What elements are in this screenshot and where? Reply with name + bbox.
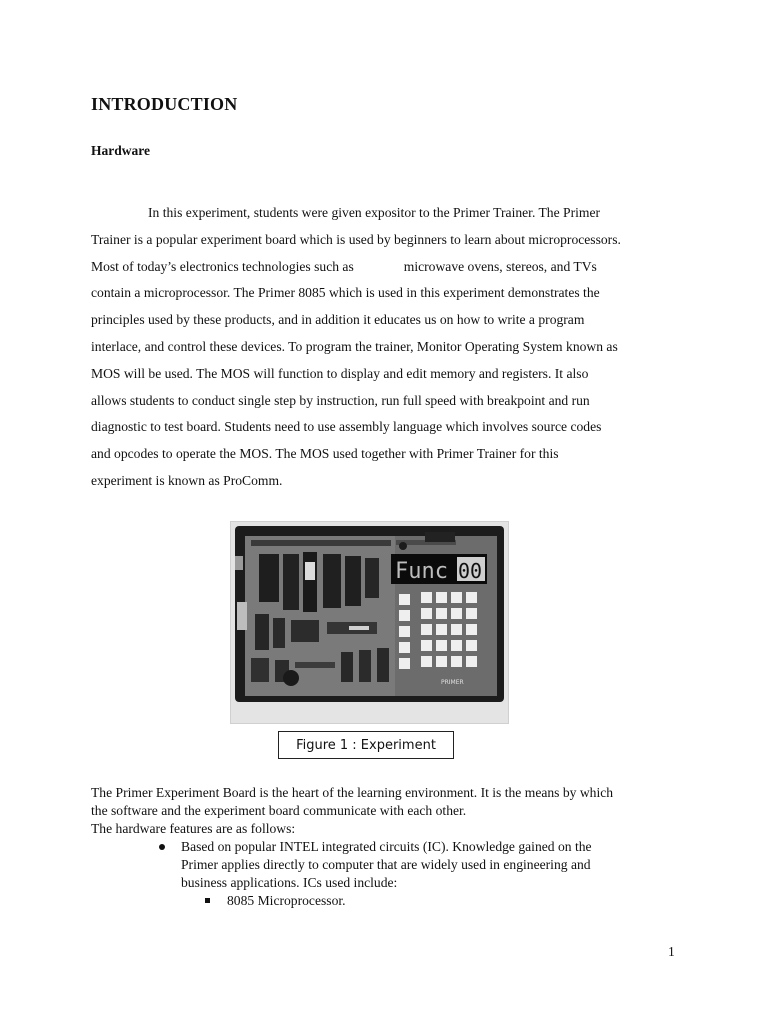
intro-paragraph <box>91 200 686 495</box>
display-digits-text: 00 <box>458 559 483 583</box>
page-heading: INTRODUCTION <box>91 94 238 114</box>
paragraph-line: In this experiment, students were given expositor to the Primer Trainer. The Primer <box>148 205 601 220</box>
list-item-text <box>181 838 691 892</box>
primer-trainer-photo <box>230 521 509 724</box>
paragraph-line: The Primer Experiment Board is the heart of the learning environment. It is the means by which <box>91 785 614 800</box>
board-label: PRIMER <box>441 679 464 686</box>
sub-list-item-text: 8085 Microprocessor. <box>227 893 346 908</box>
paragraph-line: the software and the experiment board communicate with each other. <box>91 803 467 818</box>
paragraph-line: contain a microprocessor. The Primer 8085 which is used in this experiment demonstrates the <box>91 285 600 301</box>
paragraph-line: The hardware features are as follows: <box>91 821 296 836</box>
list-line: business applications. ICs used include: <box>181 875 398 890</box>
paragraph-line-part: microwave ovens, stereos, and TVs <box>403 258 597 274</box>
paragraph-line: interlace, and control these devices. To program the trainer, Monitor Operating System known as <box>91 338 618 354</box>
board-paragraph <box>91 784 691 838</box>
section-heading-hardware: Hardware <box>91 143 150 158</box>
paragraph-line: diagnostic to test board. Students need to use assembly language which involves source codes <box>91 419 602 435</box>
list-line: Based on popular INTEL integrated circuits (IC). Knowledge gained on the <box>181 839 592 854</box>
primer-board-illustration <box>231 522 508 723</box>
page-number: 1 <box>668 944 675 959</box>
bullet-square-icon <box>205 898 210 903</box>
paragraph-line: experiment is known as ProComm. <box>91 472 283 488</box>
bullet-dot-icon <box>159 844 165 850</box>
paragraph-line-part: Most of today’s electronics technologies such as <box>91 258 354 274</box>
display-func-text: Func <box>395 559 448 584</box>
paragraph-line <box>91 254 686 281</box>
paragraph-line: MOS will be used. The MOS will function to display and edit memory and registers. It also <box>91 365 589 381</box>
paragraph-line: allows students to conduct single step by instruction, run full speed with breakpoint and run <box>91 392 590 408</box>
paragraph-line: and opcodes to operate the MOS. The MOS used together with Primer Trainer for this <box>91 446 559 462</box>
figure-caption: Figure 1 : Experiment <box>278 731 454 759</box>
paragraph-line: principles used by these products, and in addition it educates us on how to write a program <box>91 312 585 328</box>
paragraph-line: Trainer is a popular experiment board which is used by beginners to learn about microprocessors. <box>91 231 621 247</box>
list-line: Primer applies directly to computer that are widely used in engineering and <box>181 857 591 872</box>
